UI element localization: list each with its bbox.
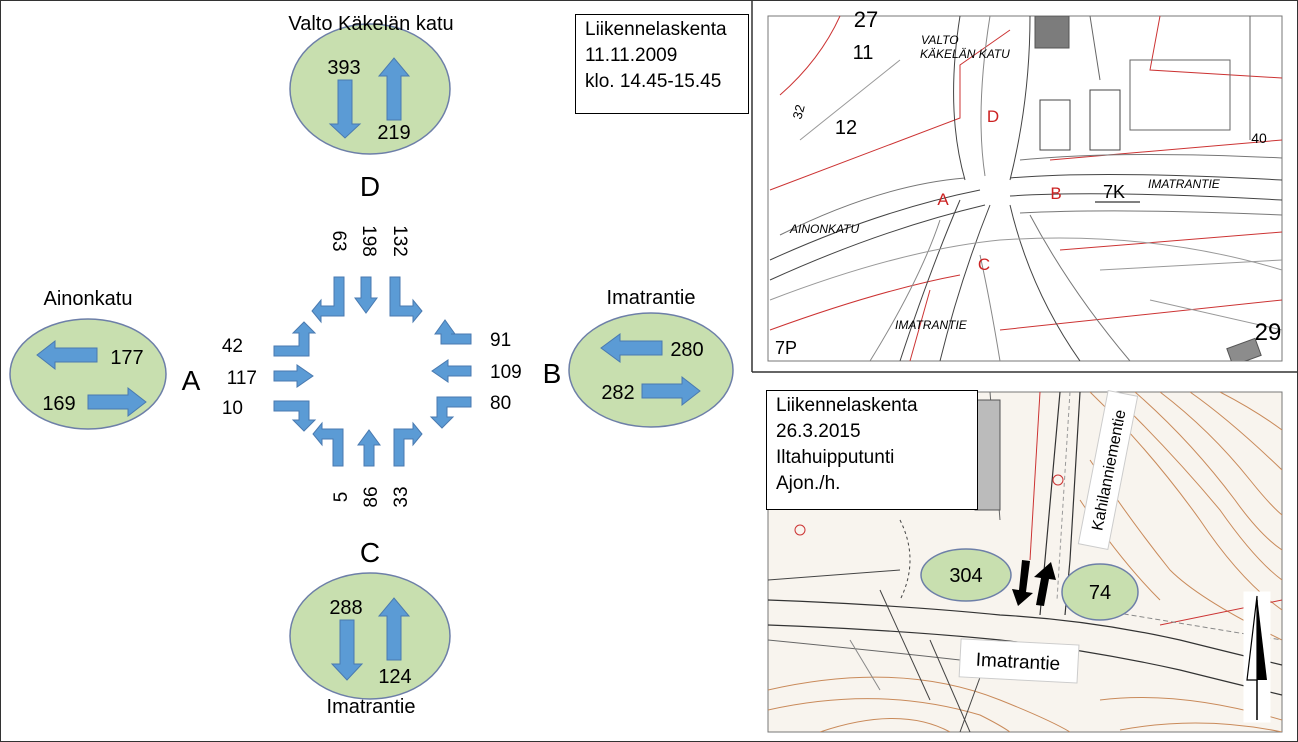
north-arrow-icon xyxy=(1244,592,1270,722)
info-line: klo. 14.45-15.45 xyxy=(585,71,722,92)
info-box-2009 xyxy=(575,14,749,114)
ellipse-ainonkatu xyxy=(10,288,166,429)
info-line: 11.11.2009 xyxy=(585,45,678,66)
street-label-b: Imatrantie xyxy=(606,287,696,309)
map2-count-east: 74 xyxy=(1088,582,1112,604)
count-in-b: 280 xyxy=(670,339,704,361)
intersection-turning-movements xyxy=(182,171,562,568)
building-shape xyxy=(1035,16,1069,48)
count-in-d: 393 xyxy=(327,57,361,79)
count-b-through: 109 xyxy=(490,362,522,383)
street-label-c: Imatrantie xyxy=(326,696,416,718)
arrow-left-icon xyxy=(432,360,471,382)
count-c-right-turn: 33 xyxy=(391,486,412,508)
count-c-through: 86 xyxy=(361,486,382,508)
map-panel-2009 xyxy=(752,0,1298,372)
map2-road-label: Imatrantie xyxy=(975,649,1061,676)
leg-letter-d: D xyxy=(359,171,381,202)
count-a-right-turn: 10 xyxy=(221,398,243,419)
map1-block-7p: 7P xyxy=(775,338,798,358)
count-in-c: 288 xyxy=(329,597,363,619)
street-label-d: Valto Käkelän katu xyxy=(288,13,454,35)
turn-arrow-icon xyxy=(431,397,471,428)
map1-street-valto: VALTO xyxy=(921,33,959,47)
building-shape xyxy=(975,400,1000,510)
map1-parcel-32: 32 xyxy=(789,102,808,121)
map1-street-imatrantie-east: IMATRANTIE xyxy=(1148,177,1220,191)
map1-point-a: A xyxy=(937,190,949,209)
map1-parcel-40: 40 xyxy=(1251,130,1267,146)
count-out-a: 169 xyxy=(42,393,76,415)
ellipse-imatrantie-east xyxy=(569,287,733,427)
count-b-right-turn: 91 xyxy=(490,330,512,351)
map1-parcel-11: 11 xyxy=(852,42,874,64)
arrow-right-icon xyxy=(274,365,313,387)
map2-side-label: Kahilanniementie xyxy=(1089,408,1130,533)
arrow-up-icon xyxy=(358,430,380,466)
map1-street-ainonkatu: AINONKATU xyxy=(790,222,860,236)
arrow-down-icon xyxy=(355,277,377,313)
info-line: Ajon./h. xyxy=(776,473,841,494)
count-a-left-turn: 42 xyxy=(221,336,243,357)
ellipse-valto-kakelan-katu xyxy=(288,13,453,154)
info-line: Liikennelaskenta xyxy=(776,395,918,416)
turn-arrow-icon xyxy=(390,277,422,322)
map1-street-imatrantie-south: IMATRANTIE xyxy=(895,318,967,332)
count-out-b: 282 xyxy=(601,382,635,404)
count-a-through: 117 xyxy=(226,368,257,389)
leg-letter-a: A xyxy=(181,365,201,396)
info-line: 26.3.2015 xyxy=(776,421,861,442)
turn-arrow-icon xyxy=(435,320,471,344)
count-b-left-turn: 80 xyxy=(490,393,512,414)
map1-point-c: C xyxy=(977,255,991,274)
map2-road-label-box xyxy=(959,639,1079,683)
map1-street-kakelan-katu: KÄKELÄN KATU xyxy=(920,47,1010,61)
turn-arrow-icon xyxy=(312,277,344,322)
map1-parcel-27: 27 xyxy=(853,7,879,32)
count-out-d: 219 xyxy=(377,122,411,144)
count-d-through: 198 xyxy=(358,225,379,257)
turn-arrow-icon xyxy=(313,423,343,466)
turn-arrow-icon xyxy=(274,401,315,431)
map1-point-b: B xyxy=(1050,184,1062,203)
leg-letter-b: B xyxy=(542,358,562,389)
count-out-c: 124 xyxy=(378,666,412,688)
map1-parcel-12: 12 xyxy=(834,117,858,139)
street-label-a: Ainonkatu xyxy=(43,288,133,310)
leg-letter-c: C xyxy=(359,537,381,568)
turn-arrow-icon xyxy=(274,322,315,356)
map2-count-west: 304 xyxy=(949,565,983,587)
map1-block-7k: 7K xyxy=(1103,182,1126,202)
count-d-left-turn: 132 xyxy=(389,225,410,257)
map1-point-d: D xyxy=(986,107,1000,126)
turn-arrow-icon xyxy=(394,423,422,466)
ellipse-imatrantie-south xyxy=(290,573,450,718)
map1-parcel-29: 29 xyxy=(1254,319,1282,346)
info-line: Liikennelaskenta xyxy=(585,19,727,40)
info-box-2015 xyxy=(766,390,978,510)
count-in-a: 177 xyxy=(110,347,144,369)
info-line: Iltahuipputunti xyxy=(776,447,895,468)
count-d-right-turn: 63 xyxy=(328,230,349,252)
count-c-left-turn: 5 xyxy=(331,491,352,503)
